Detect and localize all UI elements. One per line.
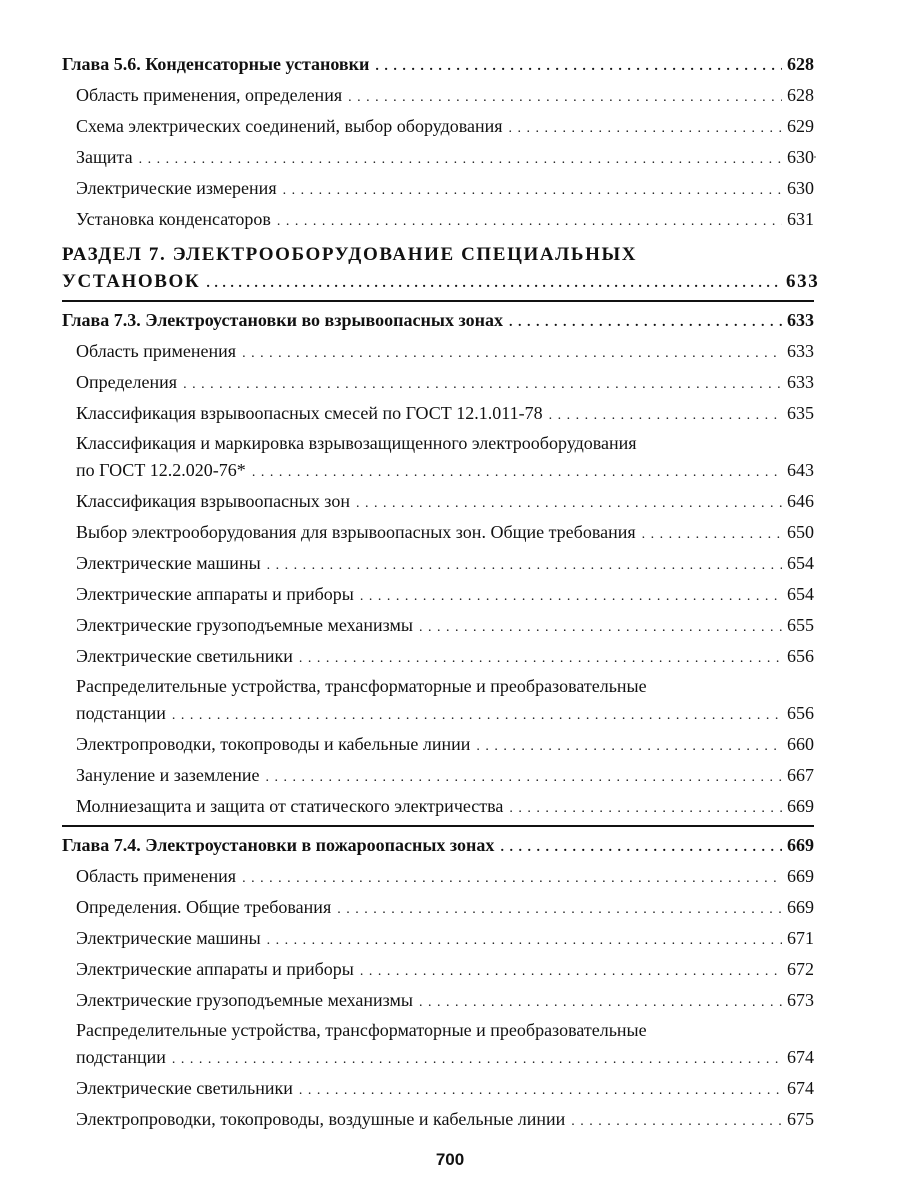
toc-item: Классификация взрывоопасных смесей по ГОСТ 12.1.011-78 . . . 635 <box>62 399 814 430</box>
section-title-line2: УСТАНОВОК <box>62 271 201 292</box>
toc-item: Классификация взрывоопасных зон . . . 646 <box>62 487 814 518</box>
toc-item: Электрические машины . . . 671 <box>62 924 814 955</box>
toc-item: Защита . . . 630 <box>62 143 814 174</box>
toc-item: Распределительные устройства, трансформаторные и преобразовательные подстанции . . . 674 <box>62 1017 814 1074</box>
chapter-5-6 <box>62 50 814 81</box>
chapter-7-4 <box>62 831 814 862</box>
toc-item: Установка конденсаторов . . . 631 <box>62 205 814 236</box>
toc-item: Выбор электрооборудования для взрывоопасных зон. Общие требования . . . 650 <box>62 518 814 549</box>
toc-item: Электрические машины . . . 654 <box>62 549 814 580</box>
section-title-line1: РАЗДЕЛ 7. ЭЛЕКТРООБОРУДОВАНИЕ СПЕЦИАЛЬНЫХ <box>62 244 638 265</box>
toc-item: Определения . . . 633 <box>62 368 814 399</box>
print-speck <box>814 156 816 158</box>
section-7 <box>62 242 820 298</box>
toc-item: Электрические аппараты и приборы . . . 654 <box>62 580 814 611</box>
chapter-divider <box>62 825 814 827</box>
toc-item: Классификация и маркировка взрывозащищенного электрооборудования по ГОСТ 12.2.020-76* . . . 643 <box>62 430 814 487</box>
table-of-contents <box>62 50 820 1136</box>
chapter-title: Глава 7.4. Электроустановки в пожароопасных зонах <box>62 835 495 855</box>
toc-item: Распределительные устройства, трансформаторные и преобразовательные подстанции . . . 656 <box>62 673 814 730</box>
section-page: 633 <box>786 271 820 292</box>
chapter-page: 628 <box>787 54 814 74</box>
toc-item: Электрические грузоподъемные механизмы . . . 673 <box>62 986 814 1017</box>
toc-item: Зануление и заземление . . . 667 <box>62 761 814 792</box>
toc-item: Электрические светильники . . . 674 <box>62 1074 814 1105</box>
toc-item: Область применения, определения . . . 628 <box>62 81 814 112</box>
chapter-title: Глава 7.3. Электроустановки во взрывоопасных зонах <box>62 310 503 330</box>
toc-item: Электропроводки, токопроводы, воздушные и кабельные линии . . . 675 <box>62 1105 814 1136</box>
chapter-title: Глава 5.6. Конденсаторные установки <box>62 54 370 74</box>
chapter-page: 633 <box>787 310 814 330</box>
toc-item: Электропроводки, токопроводы и кабельные линии . . . 660 <box>62 730 814 761</box>
toc-item: Схема электрических соединений, выбор оборудования . . . 629 <box>62 112 814 143</box>
toc-item: Определения. Общие требования . . . 669 <box>62 893 814 924</box>
toc-item: Молниезащита и защита от статического электричества . . . 669 <box>62 792 814 823</box>
toc-item: Электрические аппараты и приборы . . . 672 <box>62 955 814 986</box>
toc-item: Электрические грузоподъемные механизмы . . . 655 <box>62 611 814 642</box>
toc-item: Область применения . . . 669 <box>62 862 814 893</box>
toc-item: Область применения . . . 633 <box>62 337 814 368</box>
page-number: 700 <box>435 1150 465 1169</box>
toc-item: Электрические светильники . . . 656 <box>62 642 814 673</box>
section-divider <box>62 300 814 302</box>
toc-item: Электрические измерения . . . 630 <box>62 174 814 205</box>
chapter-7-3 <box>62 306 814 337</box>
chapter-page: 669 <box>787 835 814 855</box>
